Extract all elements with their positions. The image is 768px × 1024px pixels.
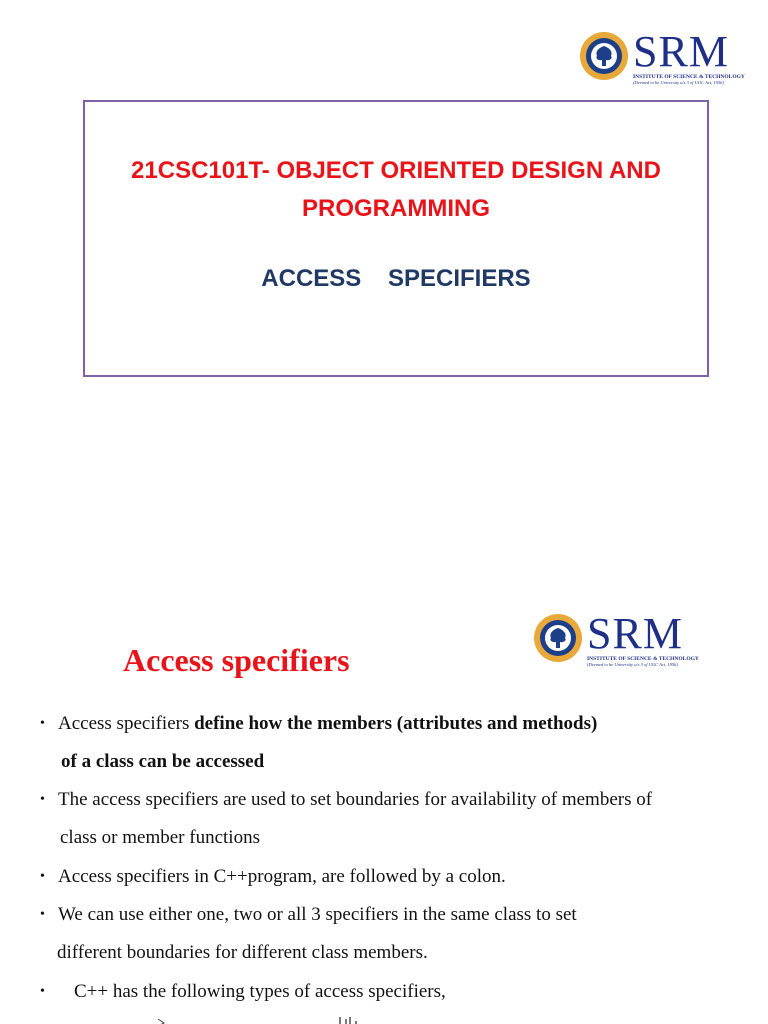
logo-name: SRM — [633, 27, 729, 76]
srm-emblem-icon — [578, 30, 630, 82]
bullet-text: The access specifiers are used to set boundaries for availability of members of — [58, 789, 653, 810]
bullet-icon: • — [40, 984, 45, 999]
bullet-text-bold: define how the members (attributes and methods) — [194, 713, 598, 734]
cut-off-glyphs — [150, 1013, 450, 1024]
bullet-text: Access specifiers — [58, 713, 195, 734]
bullet-icon: • — [40, 907, 45, 922]
logo-tagline: (Deemed to be University u/s 3 of UGC Act, 1956) — [587, 662, 678, 667]
bullet-icon: • — [40, 869, 45, 884]
bullet-item — [40, 705, 597, 781]
title-box — [83, 100, 709, 377]
bullet-text: We can use either one, two or all 3 specifiers in the same class to set — [58, 904, 577, 925]
bullet-icon: • — [40, 716, 45, 731]
srm-logo — [578, 27, 745, 86]
bullet-item — [40, 858, 506, 896]
bullet-text-bold: of a class can be accessed — [61, 751, 265, 772]
bullet-icon: • — [40, 792, 45, 807]
topic-title: ACCESS SPECIFIERS — [261, 265, 531, 292]
logo-subtitle: INSTITUTE OF SCIENCE & TECHNOLOGY — [587, 656, 699, 662]
cut-off-content — [150, 1012, 450, 1024]
bullet-text: class or member functions — [60, 827, 260, 848]
bullet-item — [40, 973, 446, 1011]
bullet-text: different boundaries for different class members. — [57, 942, 428, 963]
bullet-item — [40, 896, 577, 972]
bullet-text: C++ has the following types of access specifiers, — [74, 981, 446, 1002]
srm-logo — [532, 609, 699, 668]
srm-emblem-icon — [532, 612, 584, 664]
logo-subtitle: INSTITUTE OF SCIENCE & TECHNOLOGY — [633, 74, 745, 80]
logo-name: SRM — [587, 609, 683, 658]
bullet-item — [40, 781, 652, 857]
section-heading: Access specifiers — [123, 642, 350, 678]
bullet-text: Access specifiers in C++program, are followed by a colon. — [58, 866, 506, 887]
course-title: 21CSC101T- OBJECT ORIENTED DESIGN AND PROGRAMMING — [131, 157, 661, 222]
logo-tagline: (Deemed to be University u/s 3 of UGC Act, 1956) — [633, 80, 724, 85]
